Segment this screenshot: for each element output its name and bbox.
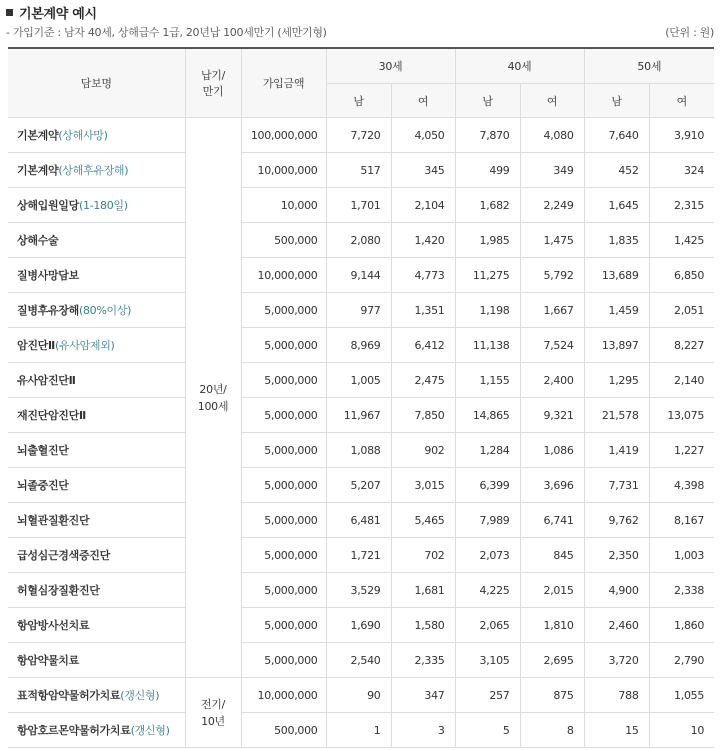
header-female: 여 (391, 84, 455, 118)
premium-value: 1,055 (649, 678, 714, 713)
table-row (8, 468, 714, 503)
coverage-amount: 5,000,000 (241, 643, 326, 678)
coverage-name-text: 재진단암진단Ⅱ (17, 409, 86, 422)
coverage-name-text: 항암방사선치료 (17, 619, 90, 632)
coverage-amount: 5,000,000 (241, 433, 326, 468)
coverage-name-text: 상해입원일당 (17, 199, 79, 212)
premium-value: 4,050 (391, 118, 455, 153)
premium-value: 14,865 (455, 398, 520, 433)
premium-value: 4,225 (455, 573, 520, 608)
coverage-name-text: 기본계약 (17, 129, 59, 142)
premium-value: 1,419 (584, 433, 649, 468)
premium-value: 11,138 (455, 328, 520, 363)
term-cell (185, 678, 241, 748)
coverage-name (8, 363, 185, 398)
premium-value: 1,682 (455, 188, 520, 223)
table-row (8, 118, 714, 153)
premium-value: 2,335 (391, 643, 455, 678)
header-row (8, 48, 714, 84)
coverage-amount: 500,000 (241, 223, 326, 258)
premium-value: 845 (520, 538, 584, 573)
coverage-name-text: 표적항암약물허가치료 (17, 689, 121, 702)
premium-value: 21,578 (584, 398, 649, 433)
coverage-name (8, 293, 185, 328)
premium-value: 1,227 (649, 433, 714, 468)
premium-value: 3,015 (391, 468, 455, 503)
table-row (8, 503, 714, 538)
premium-value: 7,640 (584, 118, 649, 153)
premium-value: 1,475 (520, 223, 584, 258)
coverage-name (8, 713, 185, 748)
premium-value: 1,198 (455, 293, 520, 328)
header-male: 남 (326, 84, 391, 118)
coverage-name (8, 328, 185, 363)
premium-value: 1,645 (584, 188, 649, 223)
premium-value: 1,667 (520, 293, 584, 328)
term-line1: 전기/ (200, 697, 226, 711)
premium-value: 2,475 (391, 363, 455, 398)
header-coverage-name: 담보명 (8, 48, 185, 118)
premium-value: 7,731 (584, 468, 649, 503)
premium-value: 2,338 (649, 573, 714, 608)
term-cell (185, 118, 241, 678)
premium-value: 90 (326, 678, 391, 713)
premium-value: 1,860 (649, 608, 714, 643)
premium-value: 1,985 (455, 223, 520, 258)
premium-value: 499 (455, 153, 520, 188)
coverage-name-text: 항암약물치료 (17, 654, 79, 667)
coverage-amount: 10,000 (241, 188, 326, 223)
coverage-name-text: 허혈심장질환진단 (17, 584, 100, 597)
coverage-name (8, 608, 185, 643)
premium-value: 1,835 (584, 223, 649, 258)
coverage-name-text: 급성심근경색증진단 (17, 549, 110, 562)
premium-value: 2,350 (584, 538, 649, 573)
premium-value: 3,720 (584, 643, 649, 678)
coverage-name (8, 678, 185, 713)
premium-value: 349 (520, 153, 584, 188)
coverage-name-text: 항암호르몬약물허가치료 (17, 724, 131, 737)
premium-value: 1,810 (520, 608, 584, 643)
premium-value: 2,073 (455, 538, 520, 573)
bullet-square-icon (6, 9, 13, 16)
table-row (8, 678, 714, 713)
header-male: 남 (455, 84, 520, 118)
premium-value: 2,400 (520, 363, 584, 398)
premium-value: 517 (326, 153, 391, 188)
coverage-name (8, 573, 185, 608)
premium-value: 2,080 (326, 223, 391, 258)
unit-label: (단위 : 원) (665, 26, 714, 39)
table-row (8, 363, 714, 398)
premium-value: 15 (584, 713, 649, 748)
premium-value: 1,580 (391, 608, 455, 643)
premium-value: 1,721 (326, 538, 391, 573)
coverage-name (8, 503, 185, 538)
premium-value: 452 (584, 153, 649, 188)
premium-value: 13,689 (584, 258, 649, 293)
coverage-name-text: 질병후유장해 (17, 304, 79, 317)
premium-value: 2,065 (455, 608, 520, 643)
premium-value: 6,741 (520, 503, 584, 538)
premium-value: 9,144 (326, 258, 391, 293)
coverage-name-text: 뇌혈관질환진단 (17, 514, 90, 527)
table-row (8, 188, 714, 223)
header-age-50: 50세 (584, 48, 714, 84)
coverage-amount: 5,000,000 (241, 328, 326, 363)
coverage-name-text: 질병사망담보 (17, 269, 79, 282)
premium-value: 1,086 (520, 433, 584, 468)
premium-value: 1,088 (326, 433, 391, 468)
premium-value: 11,967 (326, 398, 391, 433)
premium-value: 6,850 (649, 258, 714, 293)
premium-value: 1,284 (455, 433, 520, 468)
coverage-amount: 5,000,000 (241, 468, 326, 503)
premium-value: 1,425 (649, 223, 714, 258)
premium-value: 11,275 (455, 258, 520, 293)
coverage-amount: 5,000,000 (241, 503, 326, 538)
premium-value: 257 (455, 678, 520, 713)
header-age-30: 30세 (326, 48, 455, 84)
coverage-name (8, 153, 185, 188)
subscription-criteria: - 가입기준 : 남자 40세, 상해급수 1급, 20년납 100세만기 (세만기형) (6, 26, 327, 39)
coverage-name-text: 상해수술 (17, 234, 59, 247)
premium-value: 2,249 (520, 188, 584, 223)
coverage-name (8, 433, 185, 468)
coverage-name-text: 유사암진단Ⅱ (17, 374, 76, 387)
premium-value: 9,762 (584, 503, 649, 538)
premium-value: 8,167 (649, 503, 714, 538)
header-term (185, 48, 241, 118)
premium-value: 1,690 (326, 608, 391, 643)
premium-value: 5,792 (520, 258, 584, 293)
premium-value: 345 (391, 153, 455, 188)
table-row (8, 643, 714, 678)
premium-value: 1,351 (391, 293, 455, 328)
premium-value: 6,399 (455, 468, 520, 503)
premium-value: 1,155 (455, 363, 520, 398)
premium-value: 2,015 (520, 573, 584, 608)
term-line2: 10년 (201, 714, 225, 728)
premium-value: 902 (391, 433, 455, 468)
coverage-name-text: 암진단Ⅱ (17, 339, 55, 352)
premium-value: 13,075 (649, 398, 714, 433)
table-row (8, 538, 714, 573)
premium-value: 3,529 (326, 573, 391, 608)
premium-value: 7,850 (391, 398, 455, 433)
premium-value: 2,540 (326, 643, 391, 678)
premium-value: 13,897 (584, 328, 649, 363)
premium-value: 5,207 (326, 468, 391, 503)
premium-value: 2,695 (520, 643, 584, 678)
premium-value: 4,398 (649, 468, 714, 503)
header-female: 여 (649, 84, 714, 118)
premium-value: 8,227 (649, 328, 714, 363)
coverage-name (8, 118, 185, 153)
coverage-amount: 500,000 (241, 713, 326, 748)
coverage-note: (80%이상) (78, 304, 132, 317)
premium-value: 875 (520, 678, 584, 713)
coverage-name (8, 398, 185, 433)
coverage-amount: 5,000,000 (241, 293, 326, 328)
table-row (8, 608, 714, 643)
header-term-line1: 납기/ (200, 69, 226, 82)
premium-value: 6,412 (391, 328, 455, 363)
term-line2: 100세 (197, 399, 229, 413)
premium-value: 4,773 (391, 258, 455, 293)
coverage-amount: 10,000,000 (241, 153, 326, 188)
premium-value: 9,321 (520, 398, 584, 433)
premium-value: 2,790 (649, 643, 714, 678)
premium-value: 2,315 (649, 188, 714, 223)
premium-value: 2,140 (649, 363, 714, 398)
header-term-line2: 만기 (202, 85, 224, 98)
premium-value: 788 (584, 678, 649, 713)
premium-value: 1,003 (649, 538, 714, 573)
coverage-name (8, 258, 185, 293)
premium-value: 702 (391, 538, 455, 573)
coverage-name-text: 기본계약 (17, 164, 59, 177)
premium-value: 3,696 (520, 468, 584, 503)
premium-value: 7,989 (455, 503, 520, 538)
coverage-amount: 10,000,000 (241, 678, 326, 713)
premium-value: 10 (649, 713, 714, 748)
premium-value: 977 (326, 293, 391, 328)
coverage-note: (상해후유장해) (58, 164, 129, 177)
premium-value: 7,720 (326, 118, 391, 153)
coverage-amount: 5,000,000 (241, 363, 326, 398)
coverage-name (8, 223, 185, 258)
coverage-name (8, 188, 185, 223)
header-age-40: 40세 (455, 48, 584, 84)
premium-value: 6,481 (326, 503, 391, 538)
table-row (8, 433, 714, 468)
coverage-name (8, 538, 185, 573)
table-row (8, 293, 714, 328)
premium-value: 1,681 (391, 573, 455, 608)
coverage-amount: 10,000,000 (241, 258, 326, 293)
term-line1: 20년/ (199, 382, 227, 396)
table-row (8, 153, 714, 188)
premium-value: 1,420 (391, 223, 455, 258)
coverage-amount: 5,000,000 (241, 398, 326, 433)
coverage-name (8, 468, 185, 503)
premium-value: 3 (391, 713, 455, 748)
premium-value: 7,870 (455, 118, 520, 153)
table-row (8, 258, 714, 293)
premium-value: 4,900 (584, 573, 649, 608)
premium-value: 1 (326, 713, 391, 748)
premium-value: 3,105 (455, 643, 520, 678)
premium-value: 2,104 (391, 188, 455, 223)
premium-value: 1,701 (326, 188, 391, 223)
criteria-bar (6, 24, 714, 40)
premium-value: 8,969 (326, 328, 391, 363)
premium-value: 2,051 (649, 293, 714, 328)
coverage-note: (유사암제외) (54, 339, 115, 352)
coverage-note: (갱신형) (120, 689, 160, 702)
premium-value: 2,460 (584, 608, 649, 643)
table-row (8, 223, 714, 258)
table-row (8, 328, 714, 363)
premium-value: 3,910 (649, 118, 714, 153)
table-row (8, 713, 714, 748)
premium-value: 5,465 (391, 503, 455, 538)
coverage-note: (상해사망) (58, 129, 108, 142)
premium-table (8, 47, 714, 748)
coverage-name-text: 뇌졸중진단 (17, 479, 69, 492)
premium-value: 1,459 (584, 293, 649, 328)
table-row (8, 573, 714, 608)
premium-value: 4,080 (520, 118, 584, 153)
premium-value: 7,524 (520, 328, 584, 363)
section-title (6, 3, 97, 21)
coverage-amount: 5,000,000 (241, 538, 326, 573)
premium-table-body (8, 118, 714, 748)
coverage-note: (1-180일) (78, 199, 128, 212)
premium-value: 8 (520, 713, 584, 748)
header-amount: 가입금액 (241, 48, 326, 118)
header-female: 여 (520, 84, 584, 118)
coverage-amount: 100,000,000 (241, 118, 326, 153)
header-male: 남 (584, 84, 649, 118)
coverage-name-text: 뇌출혈진단 (17, 444, 69, 457)
coverage-note: (갱신형) (130, 724, 170, 737)
coverage-name (8, 643, 185, 678)
premium-value: 5 (455, 713, 520, 748)
coverage-amount: 5,000,000 (241, 608, 326, 643)
premium-value: 347 (391, 678, 455, 713)
premium-value: 1,005 (326, 363, 391, 398)
table-row (8, 398, 714, 433)
section-title-text: 기본계약 예시 (19, 6, 97, 22)
premium-value: 324 (649, 153, 714, 188)
coverage-amount: 5,000,000 (241, 573, 326, 608)
premium-value: 1,295 (584, 363, 649, 398)
